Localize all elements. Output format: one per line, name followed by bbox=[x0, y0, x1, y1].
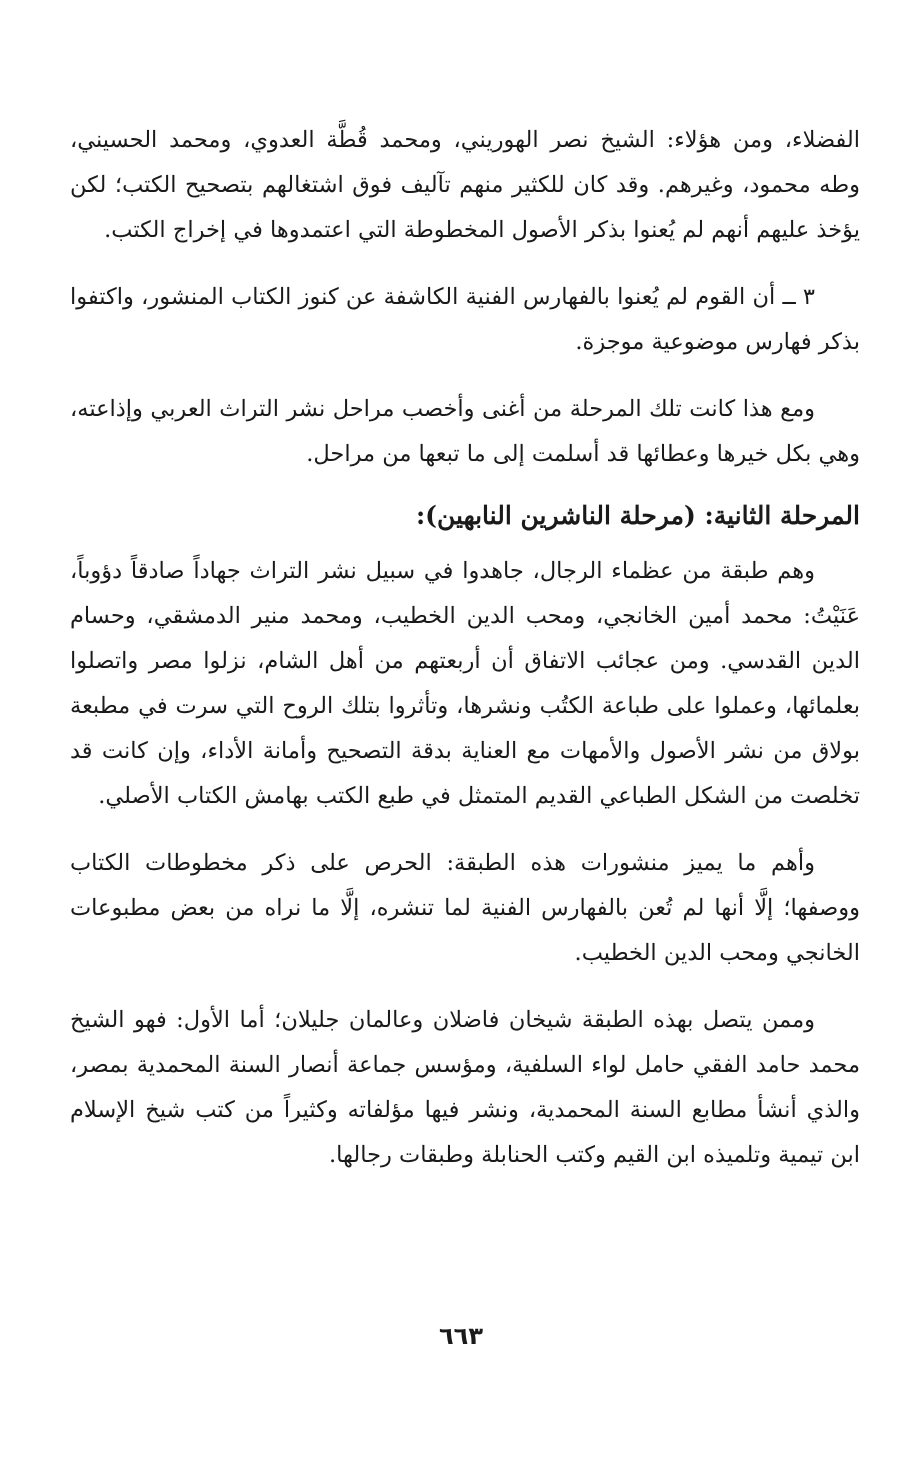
paragraph-6: وممن يتصل بهذه الطبقة شيخان فاضلان وعالمان جليلان؛ أما الأول: فهو الشيخ محمد حامد الفقي حامل لواء السلفية، ومؤسس جماعة أنصار السنة المحمدية بمصر، والذي أنشأ مطابع السنة المحمدية، ونشر فيها مؤلفاته وكثيراً من كتب شيخ الإسلام ابن تيمية وتلميذه ابن القيم وكتب الحنابلة وطبقات رجالها. bbox=[70, 1007, 860, 1168]
paragraph-4: وهم طبقة من عظماء الرجال، جاهدوا في سبيل نشر التراث جهاداً صادقاً دؤوباً، عَنَيْتُ: محمد أمين الخانجي، ومحب الدين الخطيب، ومحمد منير الدمشقي، وحسام الدين القدسي. ومن عجائب الاتفاق أن أربعتهم من أهل الشام، نزلوا مصر واتصلوا بعلمائها، وعملوا على طباعة الكتُب ونشرها، وتأثروا بتلك الروح التي سرت في مطبعة بولاق من نشر الأصول والأمهات مع العناية بدقة التصحيح وأمانة الأداء، وإن كانت قد تخلصت من الشكل الطباعي القديم المتمثل في طبع الكتب بهامش الكتاب الأصلي. bbox=[70, 558, 860, 809]
page-body bbox=[70, 118, 860, 1178]
paragraph-1: الفضلاء، ومن هؤلاء: الشيخ نصر الهوريني، ومحمد قُطَّة العدوي، ومحمد الحسيني، وطه محمود، وغيرهم. وقد كان للكثير منهم تآليف فوق اشتغالهم بتصحيح الكتب؛ لكن يؤخذ عليهم أنهم لم يُعنوا بذكر الأصول المخطوطة التي اعتمدوها في إخراج الكتب. bbox=[70, 127, 860, 243]
paragraph-2: ٣ ــ أن القوم لم يُعنوا بالفهارس الفنية الكاشفة عن كنوز الكتاب المنشور، واكتفوا بذكر فهارس موضوعية موجزة. bbox=[70, 284, 860, 355]
paragraph-5: وأهم ما يميز منشورات هذه الطبقة: الحرص على ذكر مخطوطات الكتاب ووصفها؛ إلَّا أنها لم تُعن بالفهارس الفنية لما تنشره، إلَّا ما نراه من بعض مطبوعات الخانجي ومحب الدين الخطيب. bbox=[70, 850, 860, 966]
paragraph-3: ومع هذا كانت تلك المرحلة من أغنى وأخصب مراحل نشر التراث العربي وإذاعته، وهي بكل خيرها وعطائها قد أسلمت إلى ما تبعها من مراحل. bbox=[70, 396, 860, 467]
page-number: ٦٦٣ bbox=[439, 1322, 483, 1350]
section-heading: المرحلة الثانية: (مرحلة الناشرين النابهين): bbox=[415, 501, 860, 530]
